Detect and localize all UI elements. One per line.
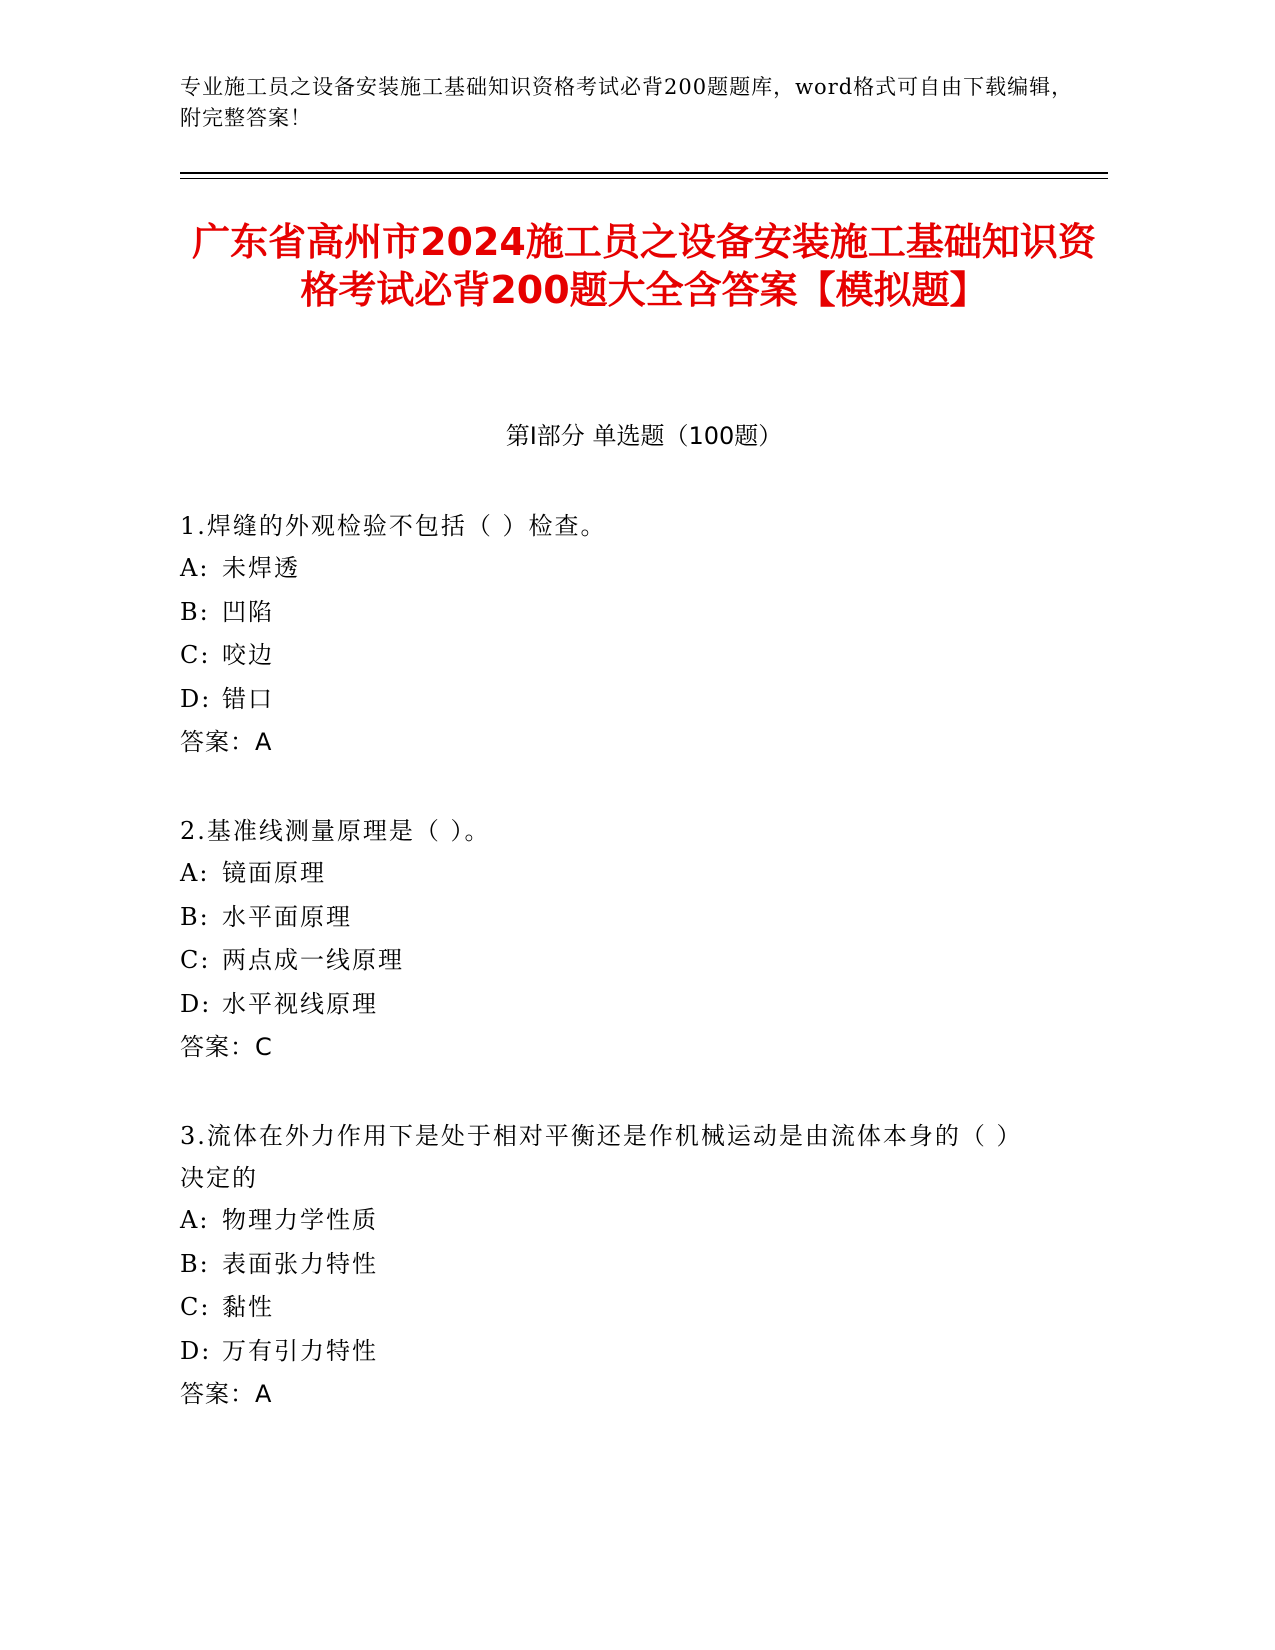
option-letter: C: — [180, 641, 211, 669]
option-text: 黏性 — [222, 1293, 274, 1321]
question-block — [180, 810, 1030, 1070]
option-text: 凹陷 — [222, 597, 274, 626]
option-text: 水平面原理 — [222, 902, 352, 931]
option-text: 水平视线原理 — [222, 989, 378, 1018]
header-note: 专业施工员之设备安装施工基础知识资格考试必背200题题库，word格式可自由下载编辑，附完整答案！ — [180, 75, 1074, 130]
option-b — [180, 591, 1030, 635]
option-b — [180, 1243, 1030, 1287]
question-stem: 3.流体在外力作用下是处于相对平衡还是作机械运动是由流体本身的（ ）决定的 — [180, 1122, 1023, 1192]
option-d — [180, 983, 1030, 1027]
option-letter: B: — [180, 597, 210, 626]
option-b — [180, 896, 1030, 940]
option-c — [180, 939, 1030, 983]
option-text: 表面张力特性 — [222, 1249, 378, 1278]
question-stem: 1.焊缝的外观检验不包括（ ）检查。 — [180, 512, 607, 540]
option-letter: B: — [180, 902, 210, 931]
option-a — [180, 1199, 1030, 1243]
option-letter: A: — [180, 1206, 210, 1234]
document-title: 广东省高州市2024施工员之设备安装施工基础知识资格考试必背200题大全含答案【模拟题】 — [192, 220, 1096, 312]
option-letter: C: — [180, 946, 211, 974]
option-d — [180, 1330, 1030, 1374]
question-block — [180, 505, 1030, 765]
section-heading: 第I部分 单选题（100题） — [505, 422, 783, 450]
question-block — [180, 1115, 1030, 1417]
option-letter: D: — [180, 1336, 212, 1365]
answer-line: 答案：C — [180, 1033, 273, 1061]
option-letter: D: — [180, 684, 212, 713]
option-letter: A: — [180, 554, 210, 582]
option-text: 两点成一线原理 — [222, 946, 404, 974]
header-divider-thick — [180, 172, 1108, 174]
header-divider-thin — [180, 178, 1108, 179]
answer-line: 答案：A — [180, 1380, 273, 1408]
option-d — [180, 678, 1030, 722]
option-c — [180, 1286, 1030, 1330]
option-text: 物理力学性质 — [222, 1206, 378, 1234]
question-stem: 2.基准线测量原理是（ ）。 — [180, 817, 491, 845]
option-text: 咬边 — [222, 641, 274, 669]
option-text: 镜面原理 — [222, 859, 326, 887]
option-c — [180, 634, 1030, 678]
option-letter: C: — [180, 1293, 211, 1321]
option-letter: A: — [180, 859, 210, 887]
answer-line: 答案：A — [180, 728, 273, 756]
option-a — [180, 547, 1030, 591]
option-text: 未焊透 — [222, 554, 300, 582]
option-text: 万有引力特性 — [222, 1336, 378, 1365]
option-letter: B: — [180, 1249, 210, 1278]
option-text: 错口 — [222, 684, 274, 713]
option-letter: D: — [180, 989, 212, 1018]
option-a — [180, 852, 1030, 896]
